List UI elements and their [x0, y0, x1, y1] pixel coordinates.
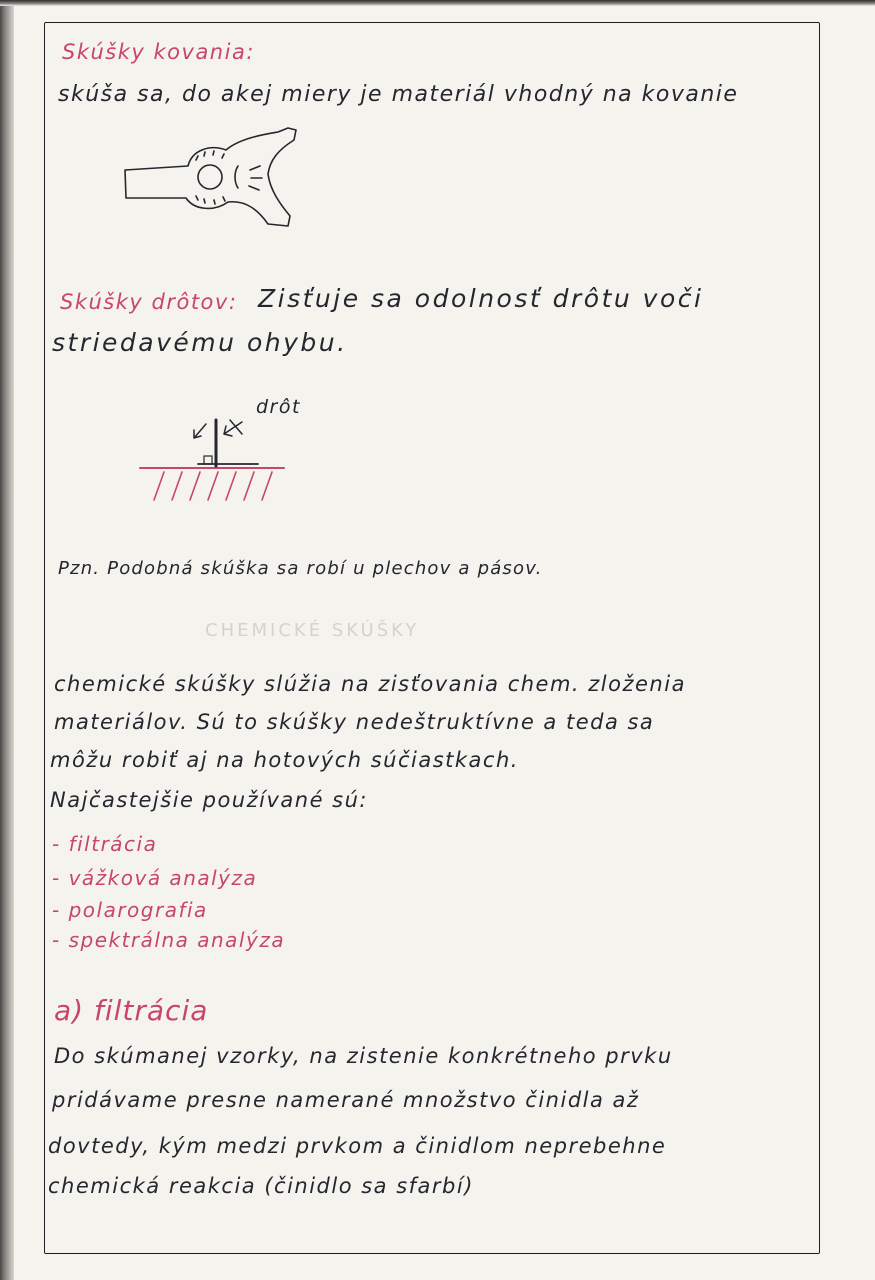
notebook-binding-edge [0, 0, 14, 1280]
chemical-list-item: - polarografia [52, 898, 208, 922]
chemical-line-4: Najčastejšie používané sú: [50, 788, 368, 812]
chemical-line-3: môžu robiť aj na hotových súčiastkach. [50, 748, 519, 772]
chemical-list-item: - vážková analýza [52, 866, 258, 890]
wire-text-line2: striedavému ohybu. [52, 328, 348, 357]
filtration-line-2: pridávame presne namerané množstvo činidla až [52, 1088, 640, 1112]
chemical-line-2: materiálov. Sú to skúšky nedeštruktívne a teda sa [54, 710, 655, 734]
filtration-line-1: Do skúmanej vzorky, na zistenie konkrétneho prvku [54, 1044, 673, 1068]
wire-note: Pzn. Podobná skúška sa robí u plechov a pásov. [58, 558, 543, 579]
filtration-line-3: dovtedy, kým medzi prvkom a činidlom neprebehne [48, 1134, 667, 1158]
filtration-line-4: chemická reakcia (činidlo sa sfarbí) [48, 1174, 474, 1198]
chemical-title: CHEMICKÉ SKÚŠKY [205, 620, 420, 641]
forging-heading: Skúšky kovania: [62, 40, 255, 64]
forged-part-sketch [118, 120, 308, 230]
wire-heading: Skúšky drôtov: [60, 290, 238, 314]
wire-figure-label: drôt [256, 396, 301, 418]
chemical-list-item: - spektrálna analýza [52, 928, 286, 952]
chemical-list-item: - filtrácia [52, 832, 158, 856]
wire-text-line1: Zisťuje sa odolnosť drôtu voči [258, 284, 704, 313]
filtration-heading: a) filtrácia [54, 994, 209, 1027]
forging-text: skúša sa, do akej miery je materiál vhodný na kovanie [58, 82, 739, 107]
chemical-line-1: chemické skúšky slúžia na zisťovania chem. zloženia [54, 672, 686, 696]
page-top-edge [0, 0, 875, 6]
